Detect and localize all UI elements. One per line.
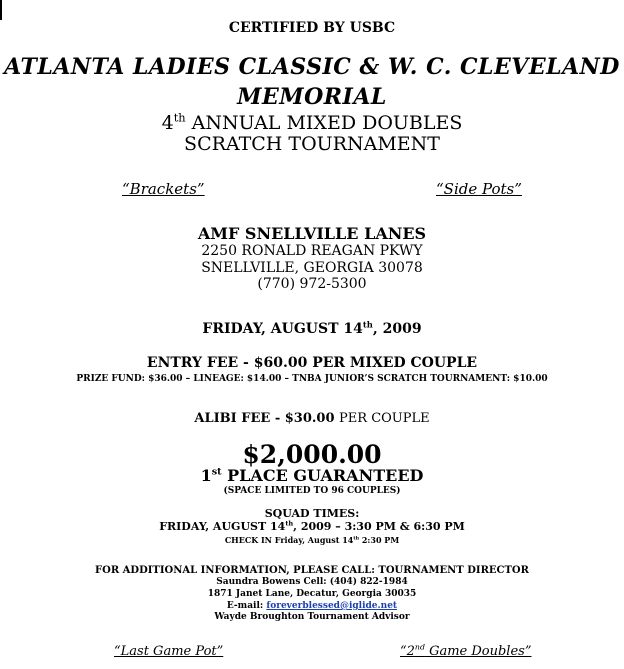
alibi-fee: ALIBI FEE - $30.00 PER COUPLE bbox=[194, 411, 430, 426]
contact-address: 1871 Janet Lane, Decatur, Georgia 30035 bbox=[207, 589, 417, 599]
side-pots-label: “Side Pots” bbox=[436, 180, 522, 198]
contact-advisor: Wayde Broughton Tournament Advisor bbox=[214, 612, 410, 622]
squad-times: FRIDAY, AUGUST 14th, 2009 – 3:30 PM & 6:30 PM bbox=[159, 519, 465, 533]
venue-city: SNELLVILLE, GEORGIA 30078 bbox=[201, 260, 423, 276]
space-limited: (SPACE LIMITED TO 96 COUPLES) bbox=[223, 486, 401, 496]
contact-email: E-mail: foreverblessed@iglide.net bbox=[226, 601, 398, 611]
check-in: CHECK IN Friday, August 14th 2:30 PM bbox=[224, 535, 400, 545]
certified-text: CERTIFIED BY USBC bbox=[228, 20, 396, 36]
email-link[interactable]: foreverblessed@iglide.net bbox=[266, 601, 398, 611]
event-date: FRIDAY, AUGUST 14th, 2009 bbox=[202, 319, 422, 337]
scan-edge-mark bbox=[0, 0, 2, 20]
entry-fee: ENTRY FEE - $60.00 PER MIXED COUPLE bbox=[146, 355, 478, 371]
brackets-label: “Brackets” bbox=[122, 180, 205, 198]
contact-heading: FOR ADDITIONAL INFORMATION, PLEASE CALL: TOURNAMENT DIRECTOR bbox=[95, 565, 529, 576]
title-line-1: ATLANTA LADIES CLASSIC & W. C. CLEVELAND bbox=[4, 54, 620, 80]
contact-director: Saundra Bowens Cell: (404) 822-1984 bbox=[216, 577, 408, 587]
subtitle-line-2: SCRATCH TOURNAMENT bbox=[184, 133, 440, 155]
last-game-pot-label: “Last Game Pot” bbox=[114, 644, 224, 659]
guarantee-amount: $2,000.00 bbox=[242, 440, 382, 469]
venue-name: AMF SNELLVILLE LANES bbox=[197, 224, 427, 243]
venue-phone: (770) 972-5300 bbox=[257, 276, 367, 292]
subtitle-line-1: 4th ANNUAL MIXED DOUBLES bbox=[161, 110, 463, 134]
first-place-guaranteed: 1st PLACE GUARANTEED bbox=[200, 466, 424, 485]
title-line-2: MEMORIAL bbox=[237, 84, 387, 110]
second-game-doubles-label: “2nd Game Doubles” bbox=[400, 642, 532, 659]
prize-fund: PRIZE FUND: $36.00 – LINEAGE: $14.00 – TNBA JUNIOR’S SCRATCH TOURNAMENT: $10.00 bbox=[76, 374, 548, 384]
venue-street: 2250 RONALD REAGAN PKWY bbox=[201, 243, 423, 259]
squad-times-label: SQUAD TIMES: bbox=[264, 507, 360, 520]
